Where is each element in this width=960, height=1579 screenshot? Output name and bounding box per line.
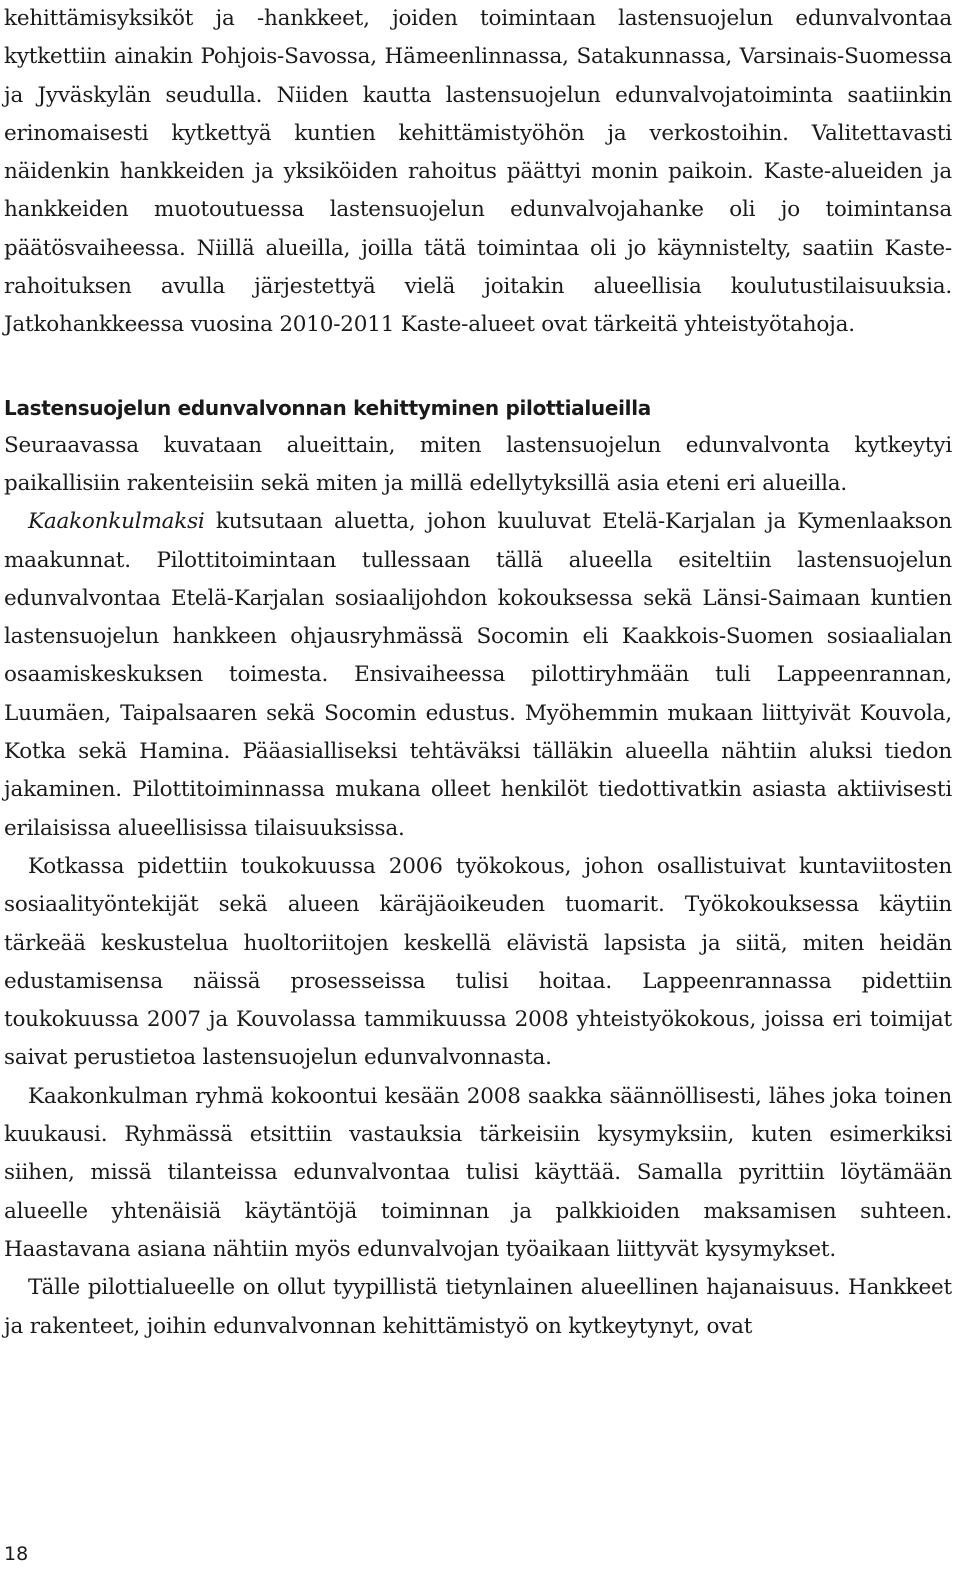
final-paragraph [4, 1269, 952, 1346]
document-body [4, 0, 952, 1346]
document-page [4, 0, 952, 1346]
kaakonkulma-term: Kaakonkulmaksi [28, 509, 205, 535]
section-intro-paragraph: Seuraavassa kuvataan alueittain, miten lastensuojelun edunvalvonta kytkeytyi paikallisiin rakenteisiin sekä miten ja millä edellytyksillä asia eteni eri alueilla. [4, 432, 952, 496]
page-number: 18 [4, 1543, 29, 1565]
kotka-paragraph: Kotkassa pidettiin toukokuussa 2006 työkokous, johon osallistuivat kuntaviitosten sosiaalityöntekijät sekä alueen käräjäoikeuden tuomarit. Työkokouksessa käytiin tärkeää keskustelua huoltoriitojen keskellä elävistä lapsista ja siitä, miten heidän edustamisensa näissä prosesseissa tulisi hoitaa. Lappeenrannassa pidettiin toukokuussa 2007 ja Kouvolassa tammikuussa 2008 yhteistyökokous, joissa eri toimijat saivat perustietoa lastensuojelun edunvalvonnasta. [4, 853, 952, 1071]
group-paragraph: Kaakonkulman ryhmä kokoontui kesään 2008 saakka säännöllisesti, lähes joka toinen kuukausi. Ryhmässä etsittiin vastauksia tärkeisiin kysymyksiin, kuten esimerkiksi siihen, missä tilanteissa edunvalvontaa tulisi käyttää. Samalla pyrittiin löytämään alueelle yhtenäisiä käytäntöjä toiminnan ja palkkioiden maksamisen suhteen. Haastavana asiana nähtiin myös edunvalvojan työaikaan liittyvät kysymykset. [4, 1083, 952, 1262]
kaakonkulma-paragraph [4, 503, 952, 848]
final-paragraph-line2: Hankkeet ja rakenteet, joihin edunvalvonnan kehittämistyö on kytkeytynyt, ovat [4, 1275, 952, 1339]
final-paragraph-line1: Tälle pilottialueelle on ollut tyypillistä tietynlainen alueellinen hajanaisuus. [28, 1275, 841, 1301]
kaakonkulma-text: kutsutaan aluetta, johon kuuluvat Etelä-Karjalan ja Kymenlaakson maakunnat. Pilottitoimintaan tullessaan tällä alueella esiteltiin lastensuojelun edunvalvontaa Etelä-Karjalan sosiaalijohdon kokouksessa sekä Länsi-Saimaan kuntien lastensuojelun hankkeen ohjausryhmässä Socomin eli Kaakkois-Suomen sosiaalialan osaamiskeskuksen toimesta. Ensivaiheessa pilottiryhmään tuli Lappeenrannan, Luumäen, Taipalsaaren sekä Socomin edustus. Myöhemmin mukaan liittyivät Kouvola, Kotka sekä Hamina. Pääasialliseksi tehtäväksi tälläkin alueella nähtiin aluksi tiedon jakaminen. Pilottitoiminnassa mukana olleet henkilöt tiedottivatkin asiasta aktiivisesti erilaisissa alueellisissa tilaisuuksissa. [4, 509, 952, 841]
intro-paragraph: kehittämisyksiköt ja -hankkeet, joiden toimintaan lastensuojelun edunvalvontaa kytkettiin ainakin Pohjois-Savossa, Hämeenlinnassa, Satakunnassa, Varsinais-Suomessa ja Jyväskylän seudulla. Niiden kautta lastensuojelun edunvalvojatoiminta saatiinkin erinomaisesti kytkettyä kuntien kehittämistyöhön ja verkostoihin. Valitettavasti näidenkin hankkeiden ja yksiköiden rahoitus päättyi monin paikoin. Kaste-alueiden ja hankkeiden muotoutuessa lastensuojelun edunvalvojahanke oli jo toimintansa päätösvaiheessa. Niillä alueilla, joilla tätä toimintaa oli jo käynnistelty, saatiin Kaste-rahoituksen avulla järjestettyä vielä joitakin alueellisia koulutustilaisuuksia. Jatkohankkeessa vuosina 2010-2011 Kaste-alueet ovat tärkeitä yhteistyötahoja. [4, 6, 952, 338]
section-heading: Lastensuojelun edunvalvonnan kehittyminen pilottialueilla [4, 395, 651, 420]
